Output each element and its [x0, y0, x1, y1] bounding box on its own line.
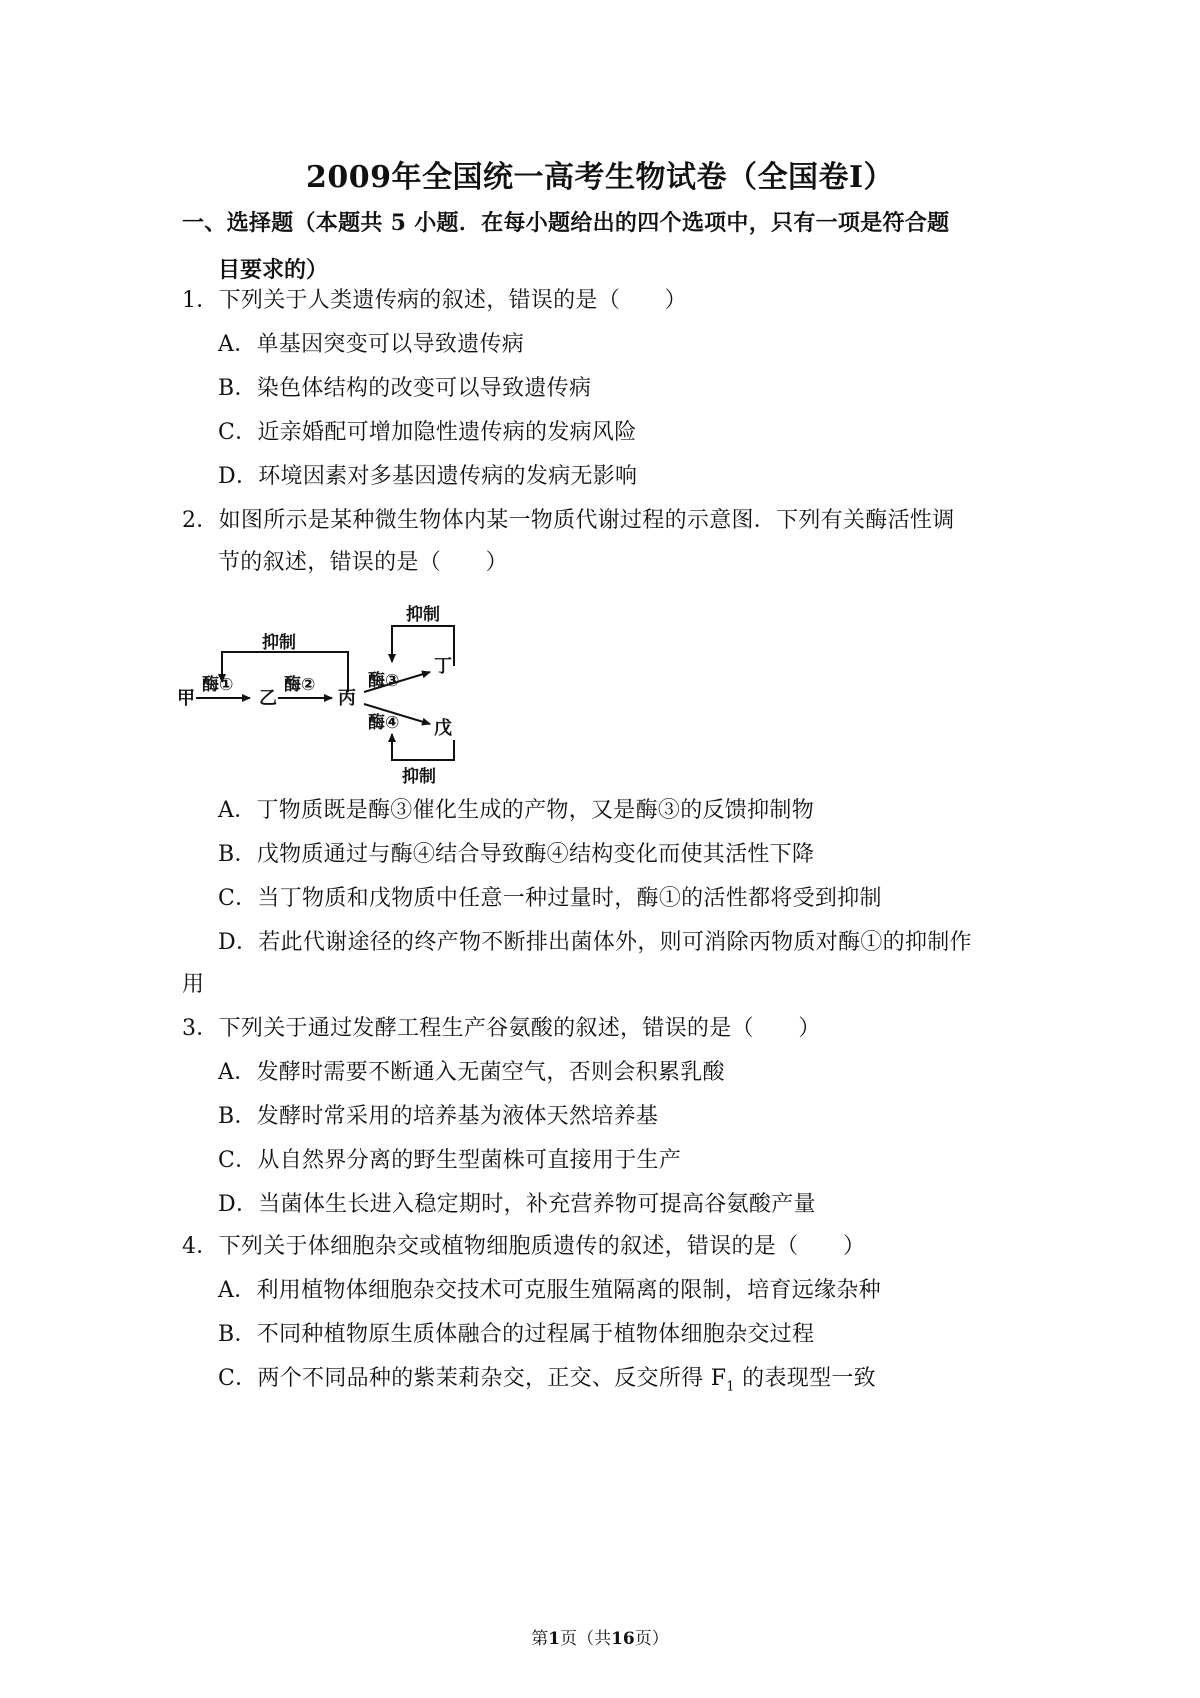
- question-1-option-c: C．近亲婚配可增加隐性遗传病的发病风险: [218, 420, 637, 445]
- footer-total-pages: 16: [611, 1629, 635, 1649]
- question-2-option-a: A．丁物质既是酶③催化生成的产物，又是酶③的反馈抑制物: [218, 798, 814, 823]
- section-heading-line1: 一、选择题（本题共 5 小题．在每小题给出的四个选项中，只有一项是符合题: [182, 210, 950, 236]
- question-2-option-d: D．若此代谢途径的终产物不断排出菌体外，则可消除丙物质对酶①的抑制作: [218, 930, 972, 955]
- question-2-option-c: C．当丁物质和戊物质中任意一种过量时，酶①的活性都将受到抑制: [218, 886, 882, 911]
- question-1-stem: 1．下列关于人类遗传病的叙述，错误的是（ ）: [182, 288, 687, 313]
- footer-middle: 页（共: [560, 1629, 612, 1649]
- label-inhibit-bottom: 抑制: [402, 767, 436, 787]
- node-jia: 甲: [177, 688, 195, 709]
- question-2-option-d-continued: 用: [182, 972, 205, 997]
- label-enzyme-1: 酶①: [202, 675, 234, 695]
- question-1-option-a: A．单基因突变可以导致遗传病: [218, 332, 525, 357]
- question-4-stem: 4．下列关于体细胞杂交或植物细胞质遗传的叙述，错误的是（ ）: [182, 1234, 866, 1259]
- footer-page-number: 1: [548, 1629, 561, 1649]
- question-4-option-a: A．利用植物体细胞杂交技术可克服生殖隔离的限制，培育远缘杂种: [218, 1278, 881, 1303]
- question-4-option-c-subscript: 1: [726, 1379, 735, 1395]
- question-1-option-b: B．染色体结构的改变可以导致遗传病: [218, 376, 592, 401]
- page-title: 2009年全国统一高考生物试卷（全国卷Ⅰ）: [305, 160, 895, 195]
- question-4-option-c-text: C．两个不同品种的紫茉莉杂交，正交、反交所得 F: [218, 1366, 727, 1391]
- footer-suffix: 页）: [634, 1629, 669, 1649]
- question-2-stem-continued: 节的叙述，错误的是（ ）: [218, 550, 508, 575]
- question-2-option-b: B．戊物质通过与酶④结合导致酶④结构变化而使其活性下降: [218, 842, 815, 867]
- section-heading-line2: 目要求的）: [218, 257, 329, 283]
- label-inhibit-right-top: 抑制: [406, 605, 440, 625]
- question-3-option-b: B．发酵时常采用的培养基为液体天然培养基: [218, 1104, 659, 1129]
- question-4-option-c-text-end: 的表现型一致: [734, 1366, 876, 1391]
- page-footer: [0, 1624, 1200, 1649]
- label-inhibit-top: 抑制: [262, 633, 296, 653]
- label-enzyme-2: 酶②: [284, 675, 316, 695]
- footer-prefix: 第: [531, 1629, 549, 1649]
- question-3-stem: 3．下列关于通过发酵工程生产谷氨酸的叙述，错误的是（ ）: [182, 1016, 821, 1041]
- label-enzyme-3: 酶③: [368, 671, 400, 691]
- question-1-option-d: D．环境因素对多基因遗传病的发病无影响: [218, 464, 638, 489]
- question-3-option-a: A．发酵时需要不断通入无菌空气，否则会积累乳酸: [218, 1060, 725, 1085]
- node-yi: 乙: [259, 688, 277, 709]
- question-3-option-d: D．当菌体生长进入稳定期时，补充营养物可提高谷氨酸产量: [218, 1192, 816, 1217]
- question-3-option-c: C．从自然界分离的野生型菌株可直接用于生产: [218, 1148, 682, 1173]
- metabolic-pathway-diagram: [177, 633, 510, 787]
- question-2-stem: 2．如图所示是某种微生物体内某一物质代谢过程的示意图．下列有关酶活性调: [182, 508, 955, 533]
- node-wu: 戊: [434, 718, 452, 739]
- label-enzyme-4: 酶④: [368, 713, 400, 733]
- diagram-top-label: [392, 600, 472, 626]
- node-ding: 丁: [434, 656, 452, 677]
- node-bing: 丙: [338, 688, 356, 709]
- question-4-option-b: B．不同种植物原生质体融合的过程属于植物体细胞杂交过程: [218, 1322, 815, 1347]
- question-4-option-c: [218, 1364, 876, 1402]
